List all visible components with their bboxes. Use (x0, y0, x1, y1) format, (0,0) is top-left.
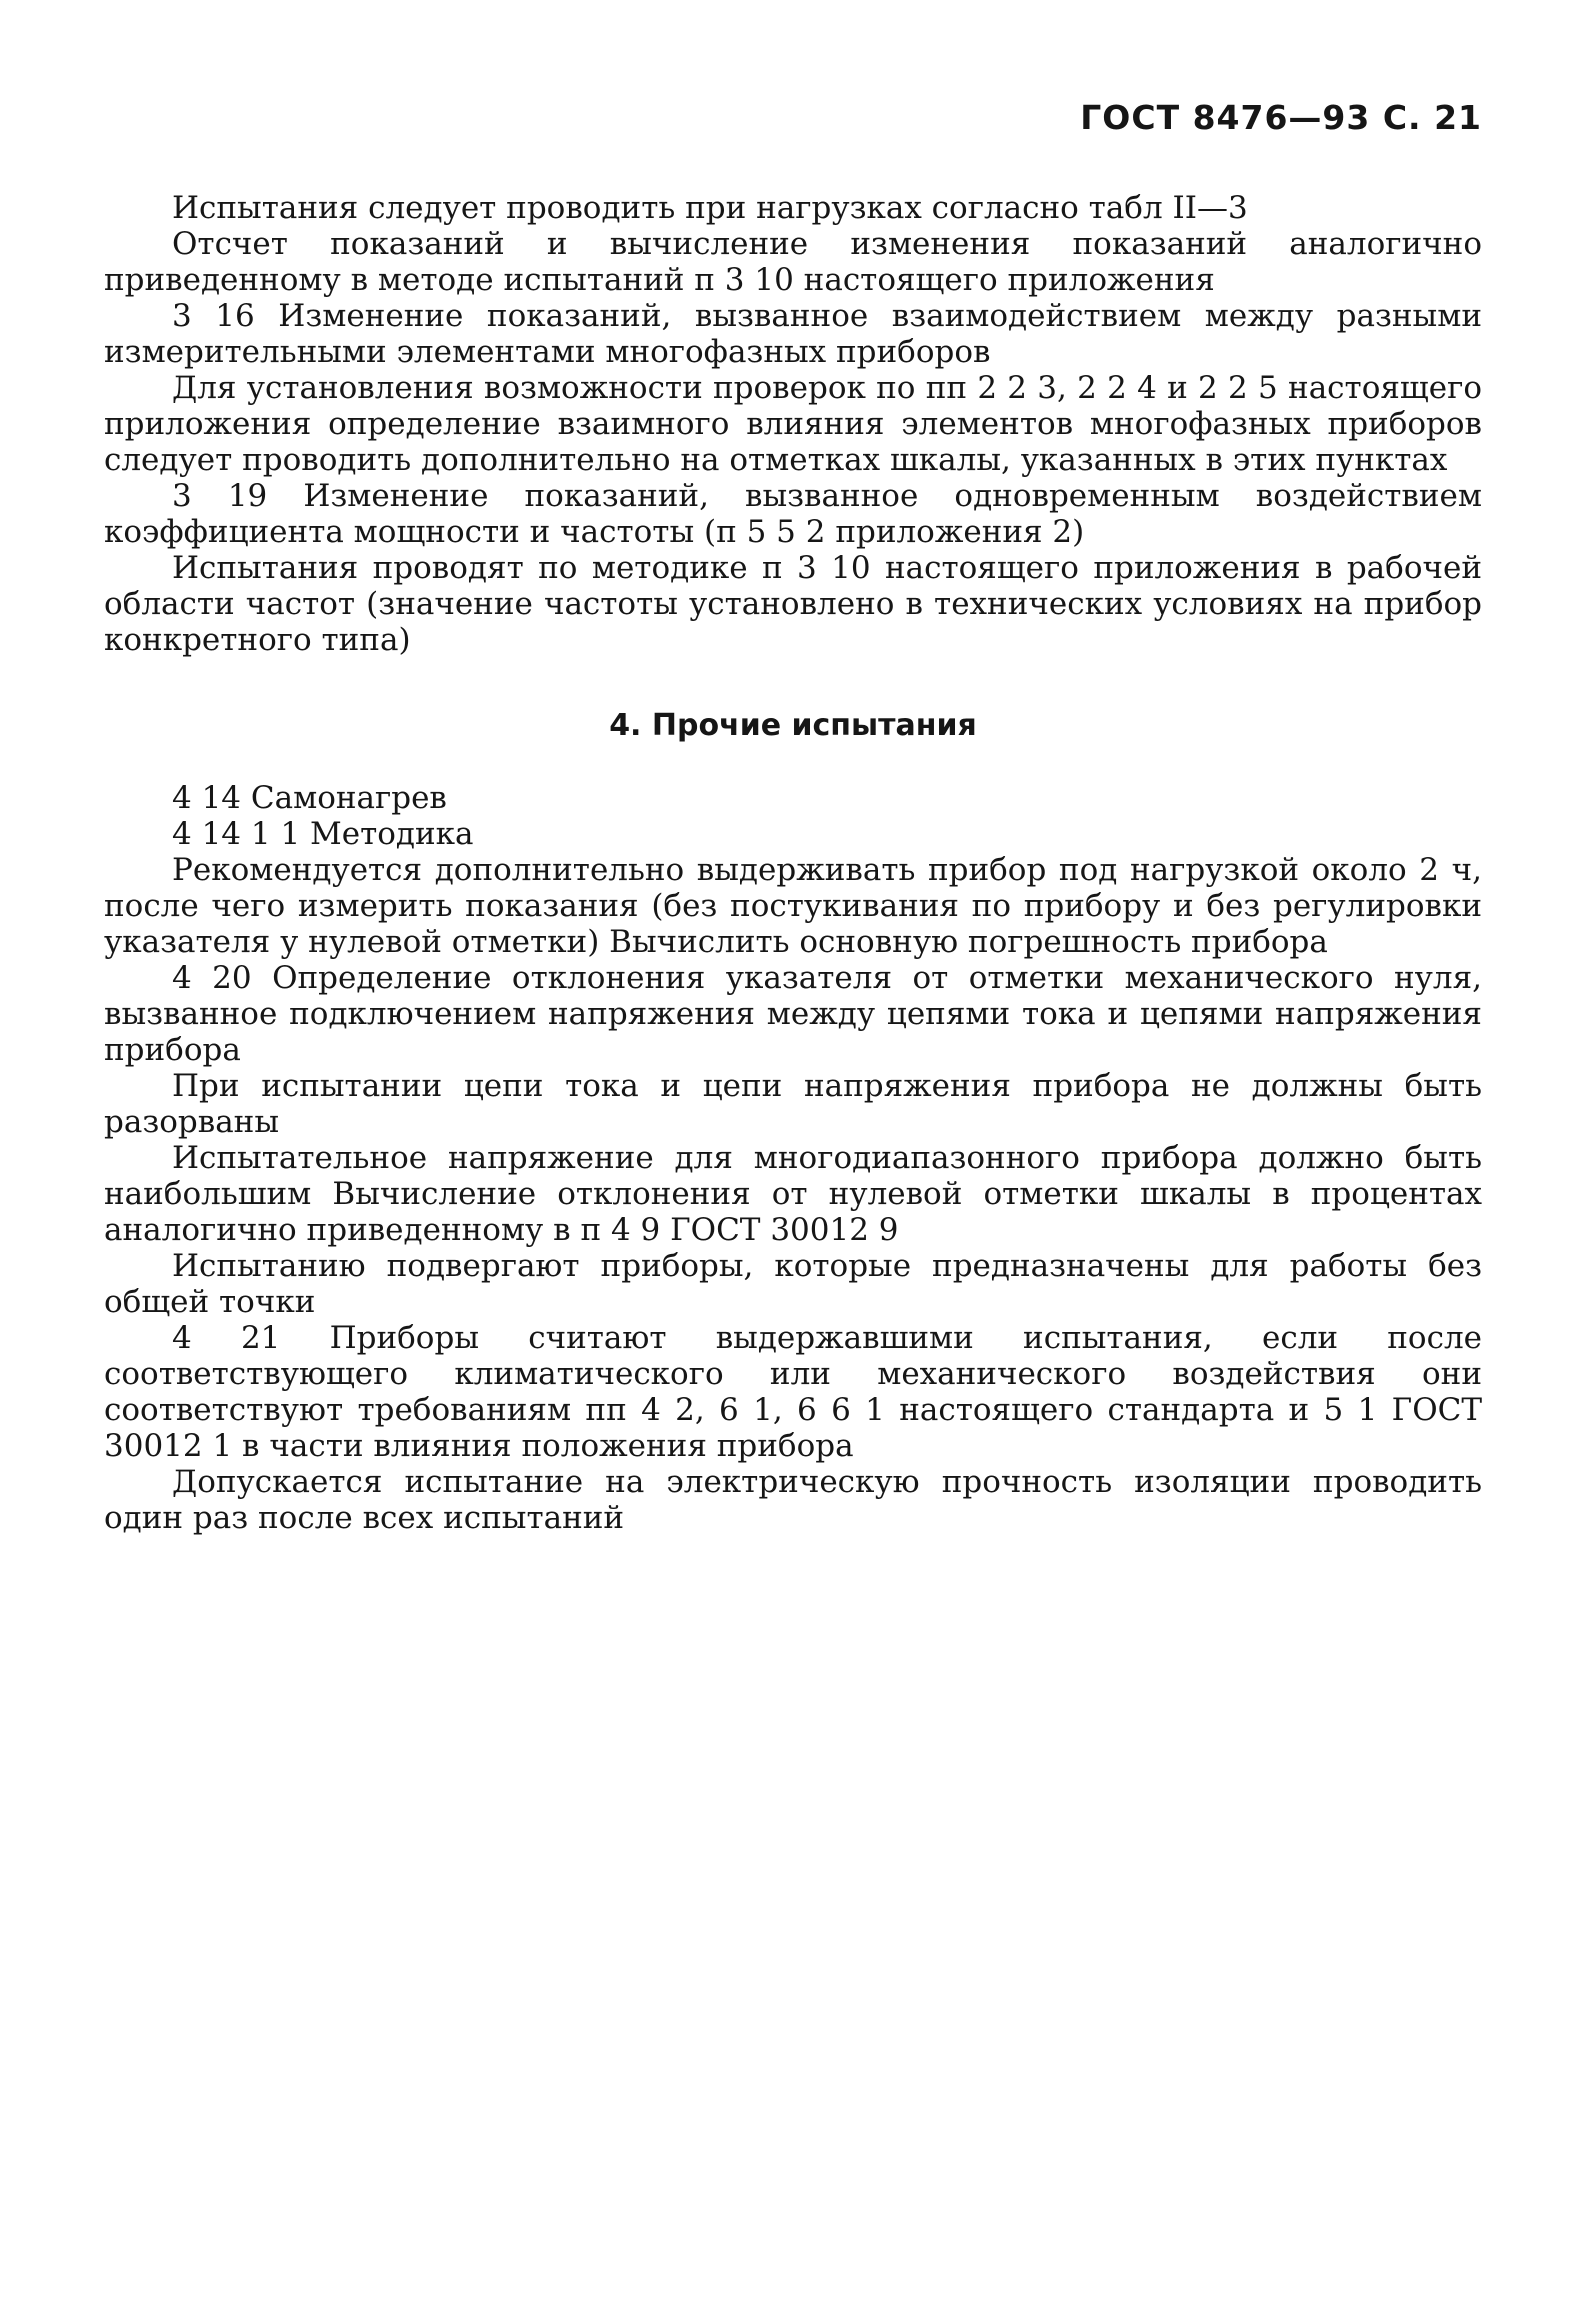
paragraph: Для установления возможности проверок по пп 2 2 3, 2 2 4 и 2 2 5 настоящего приложения определение взаимного влияния элементов многофазных приборов следует проводить дополнительно на отметках шкалы, указанных в этих пунктах (104, 370, 1482, 478)
paragraph: При испытании цепи тока и цепи напряжения прибора не должны быть разорваны (104, 1068, 1482, 1140)
paragraph: Испытательное напряжение для многодиапазонного прибора должно быть наибольшим Вычисление отклонения от нулевой отметки шкалы в процентах аналогично приведенному в п 4 9 ГОСТ 30012 9 (104, 1140, 1482, 1248)
paragraph: 3 19 Изменение показаний, вызванное одновременным воздействием коэффициента мощности и частоты (п 5 5 2 приложения 2) (104, 478, 1482, 550)
section-heading: 4. Прочие испытания (609, 708, 977, 743)
paragraph: Допускается испытание на электрическую прочность изоляции проводить один раз после всех испытаний (104, 1464, 1482, 1536)
paragraph: 3 16 Изменение показаний, вызванное взаимодействием между разными измерительными элементами многофазных приборов (104, 298, 1482, 370)
paragraph: 4 14 1 1 Методика (172, 816, 474, 852)
paragraph: 4 21 Приборы считают выдержавшими испытания, если после соответствующего климатического или механического воздействия они соответствуют требованиям пп 4 2, 6 1, 6 6 1 настоящего стандарта и 5 1 ГОСТ 30012 1 в части влияния положения прибора (104, 1320, 1482, 1464)
paragraph: Испытанию подвергают приборы, которые предназначены для работы без общей точки (104, 1248, 1482, 1320)
paragraph: Отсчет показаний и вычисление изменения показаний аналогично приведенному в методе испытаний п 3 10 настоящего приложения (104, 226, 1482, 298)
paragraph: Испытания проводят по методике п 3 10 настоящего приложения в рабочей области частот (значение частоты установлено в технических условиях на прибор конкретного типа) (104, 550, 1482, 658)
document-body (104, 190, 1482, 1536)
paragraph: Испытания следует проводить при нагрузках согласно табл II—3 (172, 190, 1248, 226)
page-header: ГОСТ 8476—93 С. 21 (1080, 98, 1482, 137)
paragraph: Рекомендуется дополнительно выдерживать прибор под нагрузкой около 2 ч, после чего измерить показания (без постукивания по прибору и без регулировки указателя у нулевой отметки) Вычислить основную погрешность прибора (104, 852, 1482, 960)
paragraph: 4 14 Самонагрев (172, 780, 447, 816)
paragraph: 4 20 Определение отклонения указателя от отметки механического нуля, вызванное подключением напряжения между цепями тока и цепями напряжения прибора (104, 960, 1482, 1068)
